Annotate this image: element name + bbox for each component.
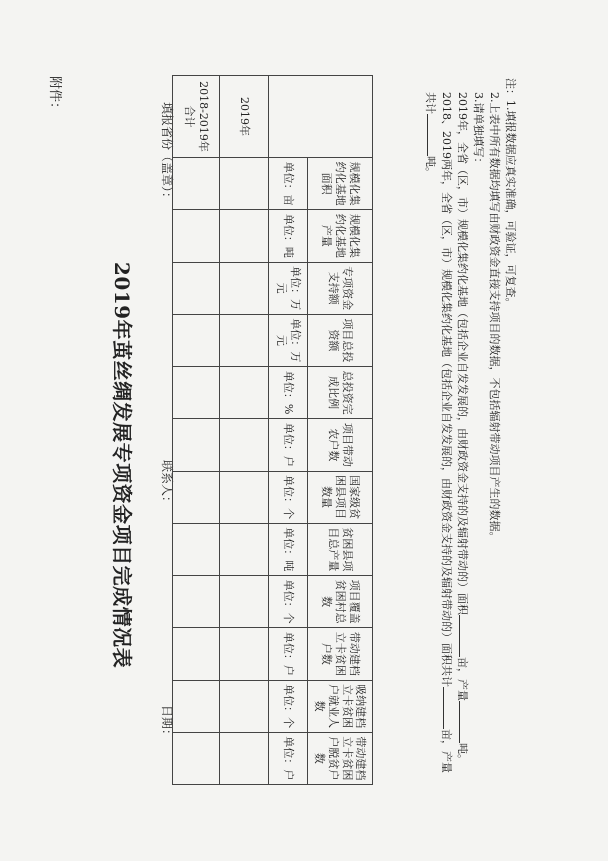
note-line: 3.请单独填写：	[472, 92, 485, 169]
date-label: 日期：	[160, 705, 174, 742]
page-title: 2019年茧丝绸发展专项资金项目完成情况表	[110, 261, 134, 669]
data-cell[interactable]	[173, 576, 220, 628]
table-header-row	[308, 76, 373, 785]
column-unit: 单位：万元	[269, 262, 308, 314]
note-line: 注：1.填报数据应真实准确，可验证，可复查。	[504, 78, 517, 309]
note-line: 2019年，全省（区，市）规模化集约化基地（包括企业自发发展的，由财政资金支持的及辐射带动的）面积亩，产量吨。	[456, 92, 469, 765]
data-cell[interactable]	[220, 158, 269, 210]
column-header: 吸纳建档立卡贫困户就业人数	[308, 680, 373, 732]
data-cell[interactable]	[173, 732, 220, 784]
column-unit: 单位：吨	[269, 210, 308, 262]
table-row	[220, 76, 269, 785]
data-cell[interactable]	[220, 680, 269, 732]
column-header: 规模化集约化基地产量	[308, 210, 373, 262]
column-header: 带动建档立卡贫困户数	[308, 628, 373, 680]
total-output-blank[interactable]	[427, 114, 438, 156]
column-header: 项目总投资额	[308, 314, 373, 366]
column-unit: 单位：%	[269, 367, 308, 419]
data-cell[interactable]	[173, 262, 220, 314]
completion-table	[172, 75, 373, 785]
data-cell[interactable]	[220, 576, 269, 628]
data-cell[interactable]	[173, 471, 220, 523]
column-header: 项目带动农户数	[308, 419, 373, 471]
column-unit: 单位：吨	[269, 523, 308, 575]
column-unit: 单位：个	[269, 680, 308, 732]
column-header: 国家级贫困县项目数量	[308, 471, 373, 523]
data-cell[interactable]	[173, 367, 220, 419]
column-header: 专项资金支持额	[308, 262, 373, 314]
data-cell[interactable]	[220, 314, 269, 366]
total-area-blank[interactable]	[443, 687, 454, 729]
column-header: 项目覆盖贫困村总数	[308, 576, 373, 628]
column-unit: 单位：户	[269, 732, 308, 784]
data-cell[interactable]	[220, 210, 269, 262]
column-header: 贫困县项目总产量	[308, 523, 373, 575]
column-unit: 单位：户	[269, 419, 308, 471]
row-label: 2019年	[220, 76, 269, 158]
column-header: 带动建档立卡贫困户脱贫户数	[308, 732, 373, 784]
column-header: 总投资完成比例	[308, 367, 373, 419]
data-cell[interactable]	[220, 367, 269, 419]
area-blank[interactable]	[459, 615, 470, 657]
column-unit: 单位：万元	[269, 314, 308, 366]
output-blank[interactable]	[459, 701, 470, 743]
data-cell[interactable]	[173, 628, 220, 680]
notes-section	[422, 78, 518, 798]
data-cell[interactable]	[173, 680, 220, 732]
contact-label: 联系人：	[160, 460, 174, 509]
note-line: 2.上表中所有数据均填写由财政资金直接支持项目的数据，不包括辐射带动项目产生的数据。	[488, 92, 501, 543]
data-cell[interactable]	[173, 158, 220, 210]
row-label-header	[269, 76, 373, 158]
reporting-unit-label: 填报省份（盖章）：	[160, 102, 174, 205]
column-unit: 单位：户	[269, 628, 308, 680]
data-cell[interactable]	[173, 210, 220, 262]
attachment-label: 附件：	[47, 76, 62, 116]
data-cell[interactable]	[220, 262, 269, 314]
data-cell[interactable]	[220, 471, 269, 523]
row-label: 2018-2019年合计	[173, 76, 220, 158]
table-row	[173, 76, 220, 785]
data-cell[interactable]	[220, 523, 269, 575]
data-cell[interactable]	[220, 732, 269, 784]
data-cell[interactable]	[220, 628, 269, 680]
column-unit: 单位：亩	[269, 158, 308, 210]
data-cell[interactable]	[220, 419, 269, 471]
data-cell[interactable]	[173, 314, 220, 366]
note-line: 共计吨。	[424, 92, 437, 178]
column-unit: 单位：个	[269, 471, 308, 523]
table-units-row	[269, 76, 308, 785]
column-unit: 单位：个	[269, 576, 308, 628]
column-header: 规模化集约化基地面积	[308, 158, 373, 210]
data-cell[interactable]	[173, 419, 220, 471]
data-cell[interactable]	[173, 523, 220, 575]
note-line: 2018、2019两年，全省（区，市）规模化集约化基地（包括企业自发发展的，由财政资金支持的及辐射带动的）面积共计亩，产量	[440, 92, 453, 773]
